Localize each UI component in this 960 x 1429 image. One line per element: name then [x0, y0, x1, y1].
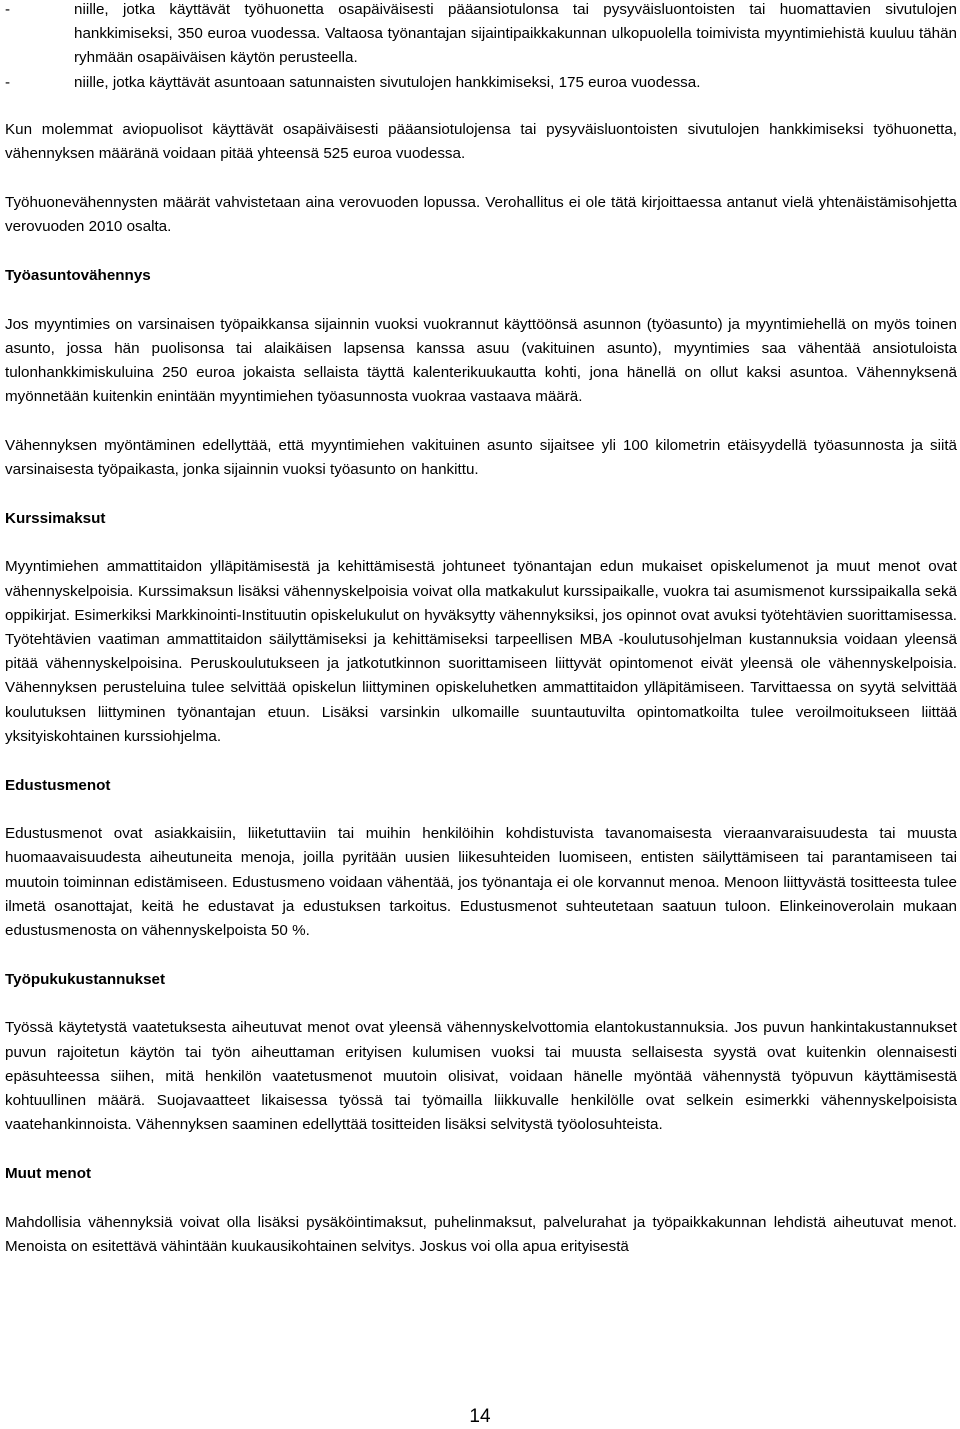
bullet-list: [5, 0, 957, 95]
paragraph: Jos myyntimies on varsinaisen työpaikkansa sijainnin vuoksi vuokrannut käyttöönsä asunnon (työasunto) ja myyntimiehellä on myös toinen asunto, jossa hän puolisonsa tai alaikäisen lapsensa kanssa asuu (vakituinen asunto), myyntimies saa vähentää ansiotuloista tulonhankkimiskuluina 250 euroa jokaista sellaista täyttä kalenterikuukautta kohti, jona hänellä on ollut kaksi asuntoa. Vähennyksenä myönnetään kuitenkin enintään myyntimiehen työasunnosta vuokraa vastaava määrä.: [5, 315, 957, 406]
section-heading: Työasuntovähennys: [5, 266, 151, 284]
page-number: 14: [469, 1406, 491, 1427]
paragraph: Kun molemmat aviopuolisot käyttävät osapäiväisesti pääansiotulojensa tai pysyväisluontoisten sivutulojen hankkimiseksi työhuonetta, vähennyksen määränä voidaan pitää yhteensä 525 euroa vuodessa.: [5, 121, 957, 163]
bullet-item: [5, 0, 957, 71]
paragraph: Työssä käytetystä vaatetuksesta aiheutuvat menot ovat yleensä vähennyskelvottomia elantokustannuksia. Jos puvun hankintakustannukset puvun rajoitetun käytön tai työn aiheuttaman erityisen kulumisen vuoksi tai muusta sellaisesta syystä ovat kuitenkin olennaisesti epäsuhteessa siihen, mitä henkilön vaatetusmenot muutoin olisivat, voidaan hänelle myöntää vähennystä työpuvun käyttämisestä kohtuullinen määrä. Suojavaatteet likaisessa työssä tai työmailla liikkuvalle henkilölle ovat selkein esimerkki vähennyskelpoisista vaatehankinnoista. Vähennyksen saaminen edellyttää tositteiden lisäksi selvitystä työolosuhteista.: [5, 1019, 957, 1134]
bullet-dash: -: [5, 1, 11, 18]
paragraph: Myyntimiehen ammattitaidon ylläpitämisestä ja kehittämisestä johtuneet työnantajan edun mukaiset opiskelumenot ja muut menot ovat vähennyskelpoisia. Kurssimaksun lisäksi vähennyskelpoisia voivat olla matkakulut kurssipaikalle, vuokra tai asumismenot kurssipaikalla sekä oppikirjat. Esimerkiksi Markkinointi-Instituutin opiskelukulut on hyväksytty vähennyksiksi, jos opinnot ovat avuksi työtehtävien suorittamisessa. Työtehtävien vaatiman ammattitaidon säilyttämiseksi ja kehittämiseksi tarpeellisen MBA -koulutusohjelman kustannuksia voidaan yleensä pitää vähennyskelpoisina. Peruskoulutukseen ja jatkotutkinnon suorittamiseen liittyvät opintomenot eivät yleensä ole vähennyskelpoisia. Vähennyksen perusteluina tulee selvittää opiskelun liittyminen opiskeluhetken ammattitaidon ylläpitämiseen. Tarvittaessa on syytä selvittää koulutuksen liittyminen työnantajan etuun. Lisäksi varsinkin ulkomaille suuntautuvilta opintomatkoilta tulee veroilmoitukseen liittää yksityiskohtainen kurssiohjelma.: [5, 558, 957, 745]
document-body: [5, 118, 957, 1284]
bullet-text: niille, jotka käyttävät työhuonetta osapäiväisesti pääansiotulonsa tai pysyväisluontoisten tai huomattavien sivutulojen hankkimiseksi, 350 euroa vuodessa. Valtaosa työnantajan sijaintipaikkakunnan ulkopuolella toimivista myyntimiehistä kuuluu tähän ryhmään osapäiväisen käytön perusteella.: [74, 1, 957, 67]
bullet-text: niille, jotka käyttävät asuntoaan satunnaisten sivutulojen hankkimiseksi, 175 euroa vuodessa.: [74, 73, 701, 91]
bullet-item: [5, 71, 957, 95]
section-heading: Muut menot: [5, 1165, 92, 1182]
paragraph: Vähennyksen myöntäminen edellyttää, että myyntimiehen vakituinen asunto sijaitsee yli 100 kilometrin etäisyydellä työasunnosta ja siitä varsinaisesta työpaikasta, jonka sijainnin vuoksi työasunto on hankittu.: [5, 436, 957, 479]
section-heading: Työpukukustannukset: [5, 970, 166, 988]
bullet-dash: -: [5, 73, 11, 91]
paragraph: Edustusmenot ovat asiakkaisiin, liiketuttaviin tai muihin henkilöihin kohdistuvista tavanomaisesta vieraanvaraisuudesta tai muusta huomaavaisuudesta aiheutuneita menoja, joilla pyritään uusien liikesuhteiden luomiseen, entisten säilyttämiseen tai parantamiseen tai muutoin toiminnan edistämiseen. Edustusmeno voidaan vähentää, jos työnantaja ei ole korvannut menoa. Menoon liittyvästä tositteesta tulee ilmetä osanottajat, keitä he edustavat ja edustuksen tarkoitus. Edustusmenot suhteutetaan saatuun tuloon. Elinkeinoverolain mukaan edustusmenosta on vähennyskelpoista 50 %.: [5, 825, 957, 940]
section-heading: Kurssimaksut: [5, 509, 106, 527]
paragraph: Työhuonevähennysten määrät vahvistetaan aina verovuoden lopussa. Verohallitus ei ole tätä kirjoittaessa antanut vielä yhtenäistämisohjetta verovuoden 2010 osalta.: [5, 193, 957, 236]
section-heading: Edustusmenot: [5, 776, 111, 794]
paragraph: Mahdollisia vähennyksiä voivat olla lisäksi pysäköintimaksut, puhelinmaksut, palvelurahat ja työpaikkakunnan lehdistä aiheutuvat menot. Menoista on esitettävä vähintään kuukausikohtainen selvitys. Joskus voi olla apua erityisestä: [5, 1213, 957, 1255]
